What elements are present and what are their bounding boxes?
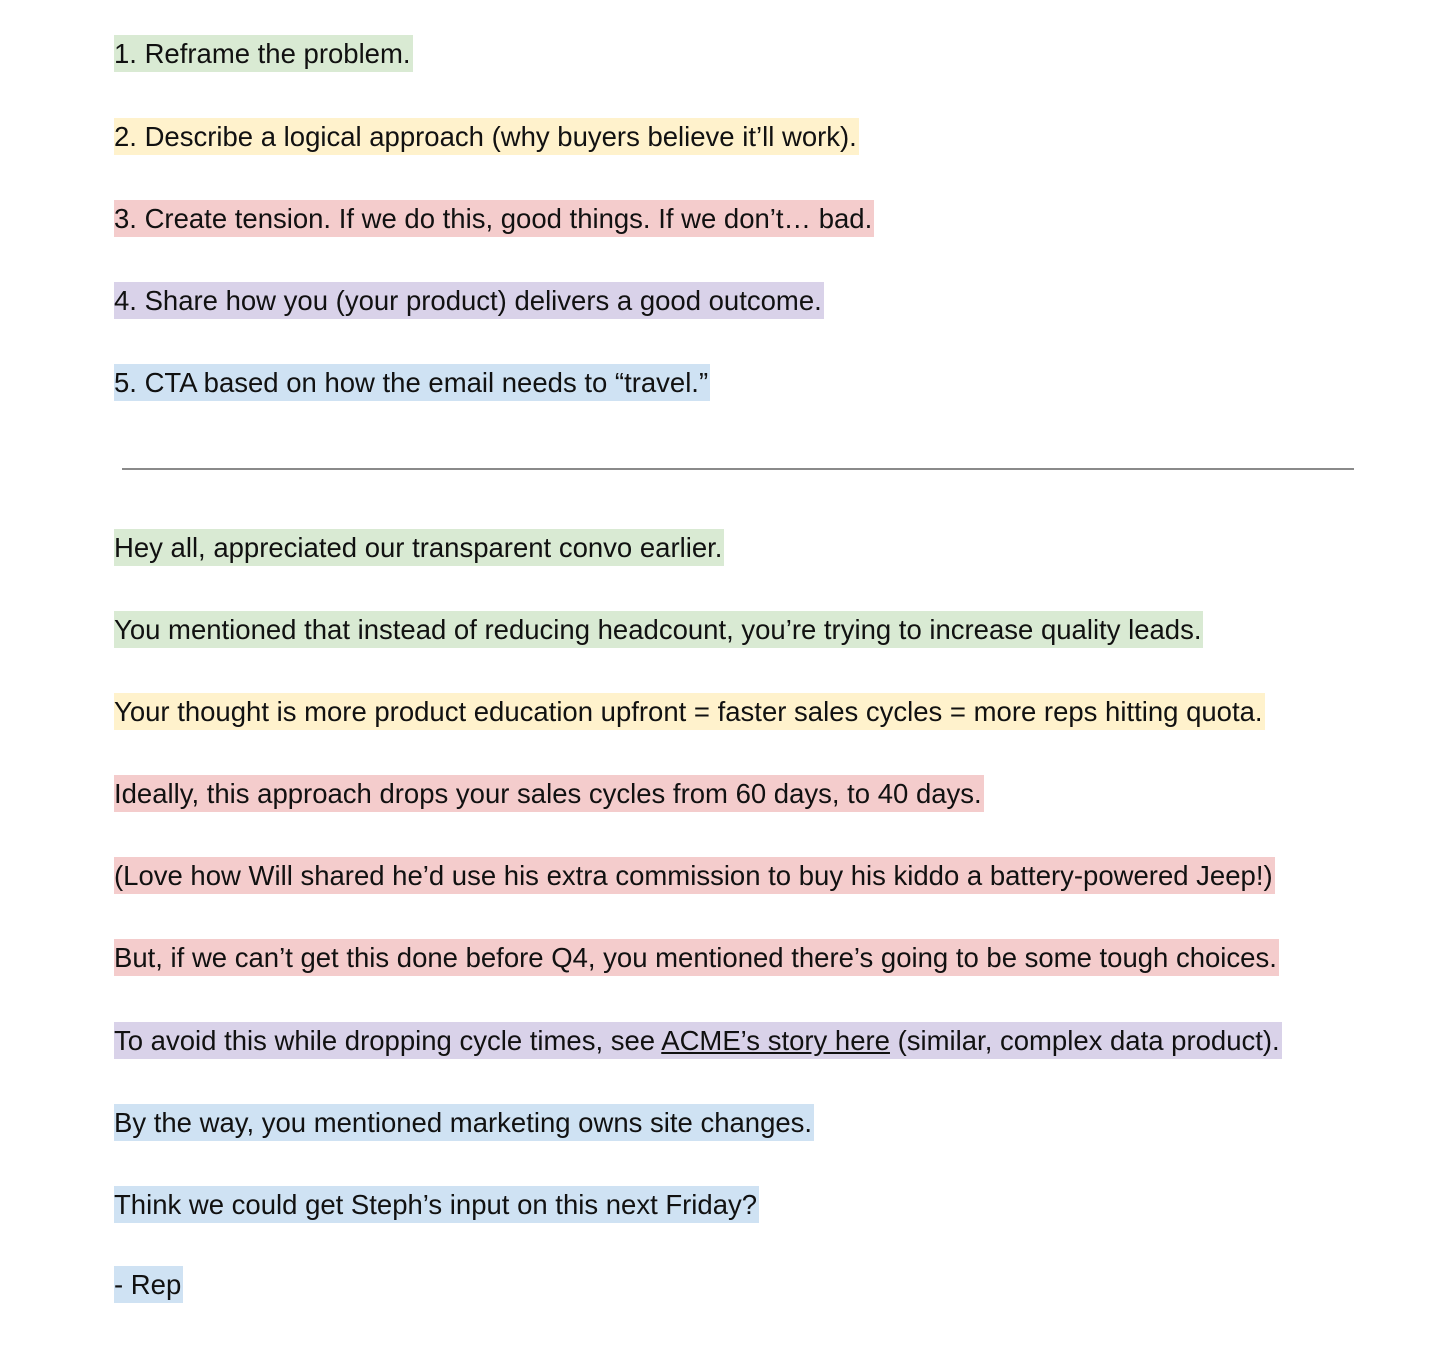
step-tension: 3. Create tension. If we do this, good things. If we don’t… bad. <box>114 200 874 237</box>
email-tension-story: (Love how Will shared he’d use his extra commission to buy his kiddo a battery-powered Jeep!) <box>114 857 1275 894</box>
horizontal-divider <box>122 468 1354 470</box>
email-cta-question: Think we could get Steph’s input on this next Friday? <box>114 1186 759 1223</box>
acme-story-link[interactable]: ACME’s story here <box>661 1025 890 1056</box>
email-tension-outcome: Ideally, this approach drops your sales cycles from 60 days, to 40 days. <box>114 775 984 812</box>
email-delivery <box>114 1022 1282 1059</box>
email-delivery-after: (similar, complex data product). <box>889 1025 1280 1056</box>
step-cta: 5. CTA based on how the email needs to “travel.” <box>114 364 710 401</box>
email-tension-risk: But, if we can’t get this done before Q4, you mentioned there’s going to be some tough choices. <box>114 939 1279 976</box>
step-delivery: 4. Share how you (your product) delivers a good outcome. <box>114 282 824 319</box>
step-approach: 2. Describe a logical approach (why buyers believe it’ll work). <box>114 118 859 155</box>
email-cta-context: By the way, you mentioned marketing owns site changes. <box>114 1104 814 1141</box>
email-reframe: You mentioned that instead of reducing headcount, you’re trying to increase quality leads. <box>114 611 1203 648</box>
email-signoff: - Rep <box>114 1266 183 1303</box>
step-reframe: 1. Reframe the problem. <box>114 35 413 72</box>
email-greeting: Hey all, appreciated our transparent convo earlier. <box>114 529 724 566</box>
email-approach: Your thought is more product education upfront = faster sales cycles = more reps hitting quota. <box>114 693 1265 730</box>
email-delivery-before: To avoid this while dropping cycle times, see <box>114 1025 662 1056</box>
